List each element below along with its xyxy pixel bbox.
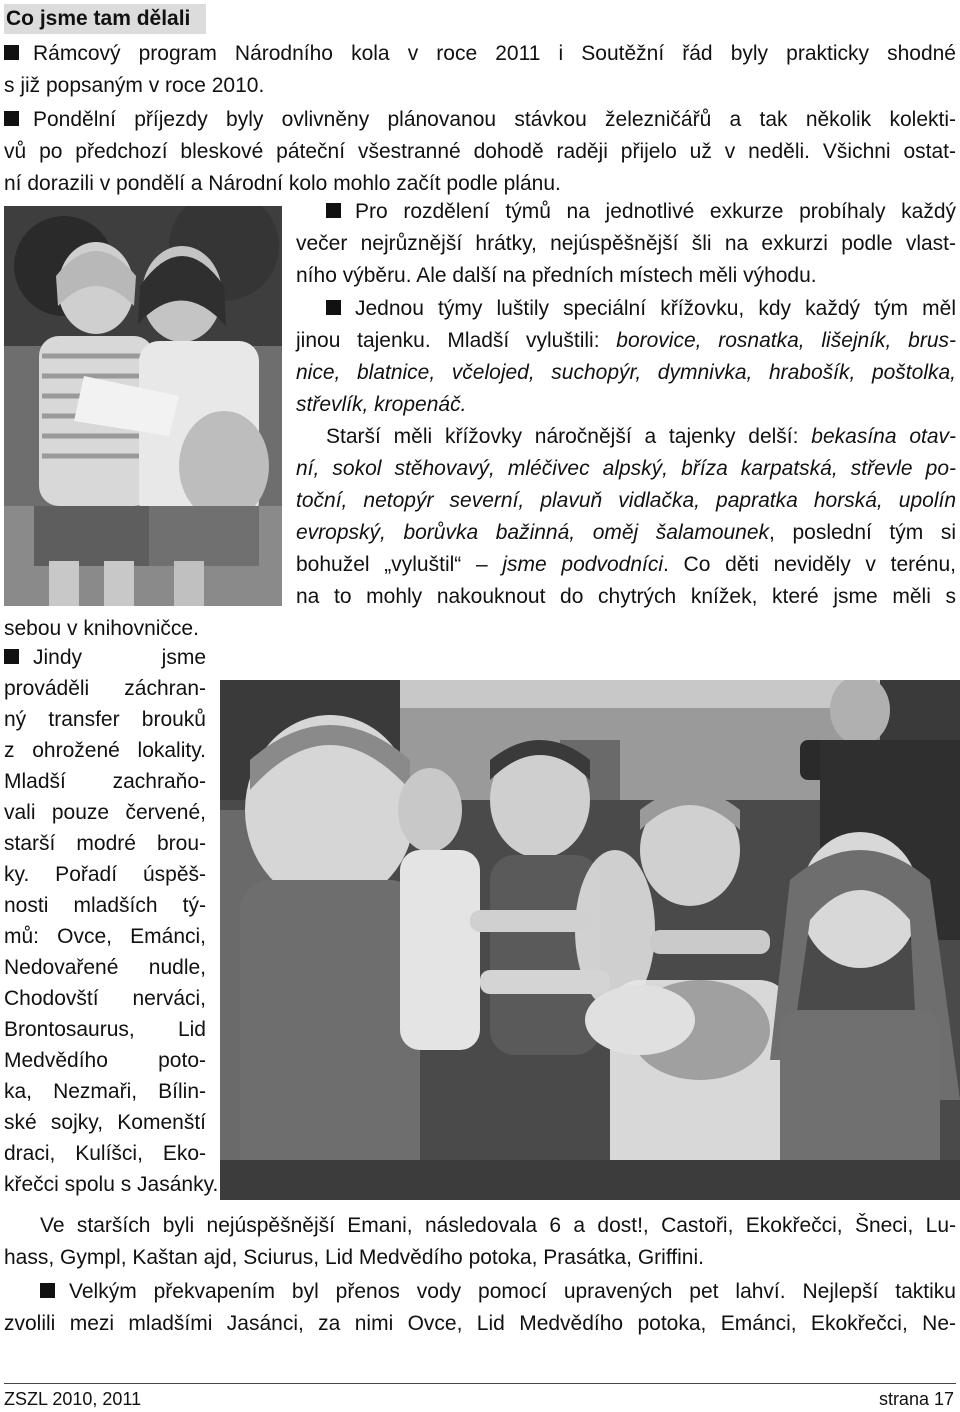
p5-line-3: toční, netopýr severní, plavuň vidlačka, papratka horská, upolín <box>296 489 956 512</box>
footer-rule <box>4 1383 956 1384</box>
p5-line-5: bohužel „vyluštil“ – jsme podvodníci. Co děti neviděly v terénu, <box>296 553 957 576</box>
p6-line: Medvědího poto- <box>4 1049 206 1072</box>
footer-left: ZSZL 2010, 2011 <box>4 1389 142 1409</box>
p2-line-2: vů po předchozí bleskové páteční všestranné dohodě raději přijelo už v neděli. Všichni ostat- <box>4 140 956 163</box>
p8-line-1: Velkým překvapením byl přenos vody pomocí upravených pet lahví. Nejlepší taktiku <box>4 1276 956 1308</box>
p6-line: ka, Nezmaři, Bílin- <box>4 1080 206 1103</box>
bullet-square-icon <box>4 111 19 126</box>
bullet-square-icon <box>326 203 341 218</box>
p5-line-2: ní, sokol stěhovavý, mléčivec alpský, bříza karpatská, střevle po- <box>296 457 956 480</box>
p6-line: mů: Ovce, Emánci, <box>4 925 206 948</box>
p2-line-1: Pondělní příjezdy byly ovlivněny plánovanou stávkou železničářů a tak několik kolekti- <box>4 104 956 136</box>
p6-line: ky. Pořadí úspěš- <box>4 863 206 886</box>
p6-line: ný transfer brouků <box>4 708 206 731</box>
p6-line: Chodovští nerváci, <box>4 987 206 1010</box>
p8-line-2: zvolili mezi mladšími Jasánci, za nimi Ovce, Lid Medvědího potoka, Emánci, Ekokřečci, Ne- <box>4 1312 956 1335</box>
p4-line-3: nice, blatnice, včelojed, suchopýr, dymnivka, hrabošík, poštolka, <box>296 361 956 384</box>
bullet-square-icon <box>4 649 19 664</box>
p6-line: Brontosaurus, Lid <box>4 1018 206 1041</box>
p6-line: Nedovařené nudle, <box>4 956 206 979</box>
p4-line-2: jinou tajenku. Mladší vyluštili: borovice, rosnatka, lišejník, brus- <box>296 329 956 352</box>
p4-line-4: střevlík, kropenáč. <box>296 393 467 416</box>
bullet-square-icon <box>40 1283 55 1298</box>
p5-line-1: Starší měli křížovky náročnější a tajenky delší: bekasína otav- <box>326 425 956 448</box>
section-heading: Co jsme tam dělali <box>4 4 206 34</box>
p1-line-1: Rámcový program Národního kola v roce 2011 i Soutěžní řád byly prakticky shodné <box>4 38 956 70</box>
p5-line-7: sebou v knihovničce. <box>4 617 199 640</box>
p1-line-2: s již popsaným v roce 2010. <box>4 74 265 97</box>
p3-line-2: večer nejrůznější hrátky, nejúspěšnější šli na exkurzi podle vlast- <box>296 232 956 255</box>
p3-line-3: ního výběru. Ale další na předních místech měli výhodu. <box>296 264 817 287</box>
photo-girls-reading <box>4 206 282 606</box>
bullet-square-icon <box>4 45 19 60</box>
p4-line-1: Jednou týmy luštily speciální křížovku, kdy každý tým měl <box>296 293 956 325</box>
p6-line: Mladší zachraňo- <box>4 770 206 793</box>
p6-line: ské sojky, Komenští <box>4 1111 206 1134</box>
p6-line: nosti mladších tý- <box>4 894 206 917</box>
p6-line: prováděli záchran- <box>4 677 206 700</box>
photo-water-transfer-image <box>220 680 960 1200</box>
p7-line-1: Ve starších byli nejúspěšnější Emani, následovala 6 a dost!, Castoři, Ekokřečci, Šneci, Lu- <box>40 1214 956 1237</box>
p6-line: Jindy jsme <box>4 642 206 674</box>
bullet-square-icon <box>326 300 341 315</box>
photo-water-transfer <box>220 680 960 1200</box>
p6-line: draci, Kulíšci, Eko- <box>4 1142 206 1165</box>
p6-line: vali pouze červené, <box>4 801 206 824</box>
p6-line: starší modré brou- <box>4 832 206 855</box>
p5-line-6: na to mohly nakouknout do chytrých knížek, které jsme měli s <box>296 585 956 608</box>
photo-girls-reading-image <box>4 206 282 606</box>
p6-line: křečci spolu s Jasánky. <box>4 1173 219 1196</box>
p5-line-4: evropský, borůvka bažinná, oměj šalamounek, poslední tým si <box>296 521 957 544</box>
p6-line: z ohrožené lokality. <box>4 739 206 762</box>
p7-line-2: hass, Gympl, Kaštan ajd, Sciurus, Lid Medvědího potoka, Prasátka, Griffini. <box>4 1246 704 1269</box>
page-number: strana 17 <box>878 1389 954 1409</box>
p2-line-3: ní dorazili v pondělí a Národní kolo mohlo začít podle plánu. <box>4 172 561 195</box>
p3-line-1: Pro rozdělení týmů na jednotlivé exkurze probíhaly každý <box>296 196 956 228</box>
